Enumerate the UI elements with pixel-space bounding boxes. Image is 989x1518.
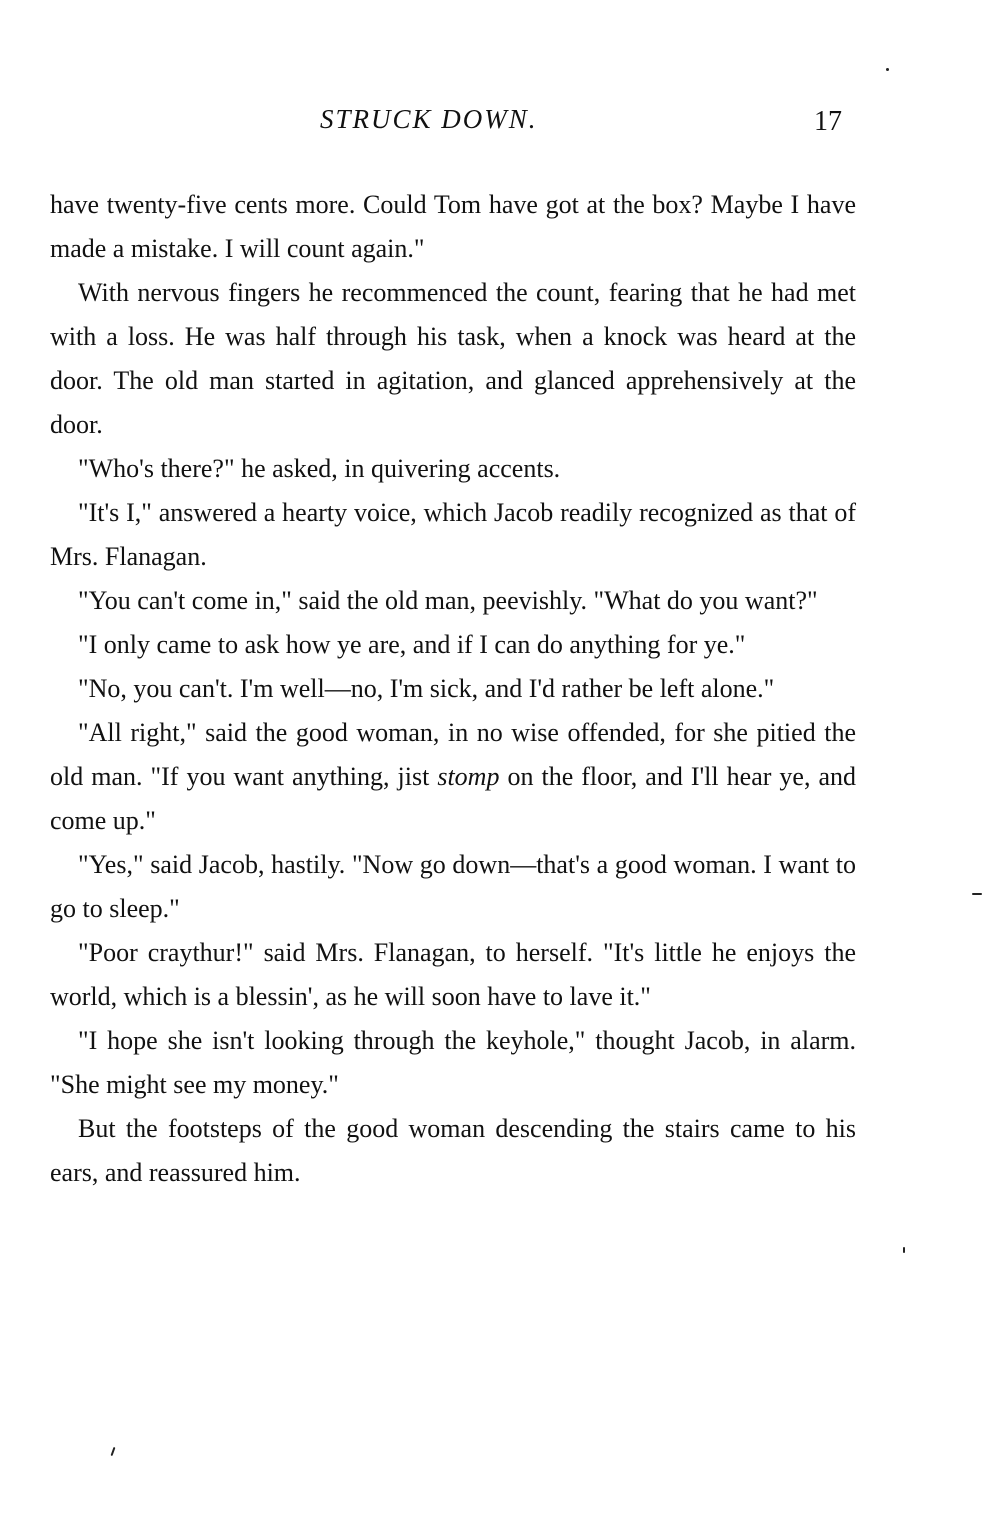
paragraph: "I only came to ask how ye are, and if I can do anything for ye." (78, 630, 746, 659)
running-head: STRUCK DOWN. (320, 104, 538, 134)
page-number: 17 (814, 106, 842, 137)
scan-speck (903, 1247, 905, 1253)
paragraph: "Who's there?" he asked, in quivering accents. (78, 454, 561, 483)
paragraph-text: "All right," said the good woman, in no wise offended, for she pitied the old man. "If you want anything, jist (50, 718, 856, 791)
paragraph: "You can't come in," said the old man, peevishly. "What do you want?" (78, 586, 818, 615)
paragraph: "Yes," said Jacob, hastily. "Now go down—that's a good woman. I want to go to sleep." (50, 850, 856, 923)
paragraph: "No, you can't. I'm well—no, I'm sick, and I'd rather be left alone." (78, 674, 775, 703)
paragraph-continuation: have twenty-five cents more. Could Tom have got at the box? Maybe I have made a mistake. I will count again." (50, 190, 856, 263)
paragraph: "It's I," answered a hearty voice, which Jacob readily recognized as that of Mrs. Flanagan. (50, 498, 856, 571)
paragraph: But the footsteps of the good woman descending the stairs came to his ears, and reassured him. (50, 1114, 856, 1187)
paragraph-text: on the floor, and I'll hear ye, and come up." (50, 762, 856, 835)
paragraph-with-emphasis (50, 711, 856, 843)
paragraph: "Poor craythur!" said Mrs. Flanagan, to herself. "It's little he enjoys the world, which is a blessin', as he will soon have to lave it." (50, 938, 856, 1011)
scan-speck (111, 1447, 116, 1456)
scan-speck (886, 68, 889, 71)
scan-speck (972, 893, 982, 895)
paragraph: With nervous fingers he recommenced the count, fearing that he had met with a loss. He was half through his task, when a knock was heard at the door. The old man started in agitation, and glanced apprehensively at the door. (50, 278, 856, 439)
emphasized-word: stomp (437, 762, 500, 791)
body-text (50, 183, 856, 1195)
paragraph: "I hope she isn't looking through the keyhole," thought Jacob, in alarm. "She might see my money." (50, 1026, 856, 1099)
